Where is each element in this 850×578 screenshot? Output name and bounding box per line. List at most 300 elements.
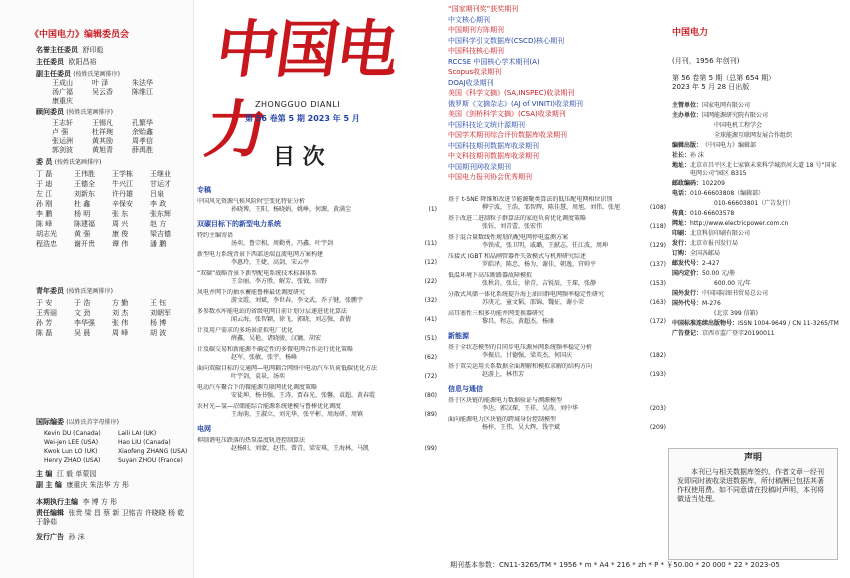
info-label: 广告登记：	[672, 330, 703, 337]
info-label: 国外代号：	[672, 300, 703, 307]
info-value: 010-66603808（编辑部）	[690, 190, 765, 197]
name-item: 刘新东	[74, 190, 95, 198]
name-item: 王志轩	[52, 119, 73, 127]
toc-entry-title: 抑制谐电压跌落的热泵温度轨迹控制算法	[197, 437, 306, 444]
info-row	[672, 310, 840, 318]
intl-names	[44, 430, 190, 465]
toc-entry[interactable]	[197, 198, 437, 214]
toc-entry-title: 中国风光资源气候风险时空变化特征分析	[197, 198, 306, 205]
toc-entry-page: (12)	[424, 259, 437, 266]
toc-entry-title: 风电并网下的抽水蓄能鲁棒最优调度研究	[197, 289, 306, 296]
toc-entry[interactable]	[197, 308, 437, 324]
declaration-text: 本刊已与相关数据库签约，作者文章一经刊发即同时被收录进数据库，所付稿酬已包括其著作权使用费。如不同意请在投稿时声明，本刊将做适当处理。	[677, 468, 824, 503]
toc-entry[interactable]	[448, 234, 666, 250]
name-item: 汤广福	[52, 88, 73, 96]
masthead-pinyin: ZHONGGUO DIANLI	[255, 100, 341, 109]
toc-entry[interactable]	[448, 291, 666, 307]
name-item: 王德全	[74, 180, 95, 188]
section-note: (按姓氏笔画排序)	[66, 288, 113, 295]
section-note: (以姓氏首字母排序)	[66, 419, 119, 426]
name-item: Kevin DU (Canada)	[44, 430, 101, 437]
consultant-heading	[36, 108, 113, 117]
info-sub: (月刊，1956 年创刊)	[672, 57, 740, 65]
index-item: 中国科技论文统计源期刊	[448, 120, 525, 129]
toc-section-heading: 双碳目标下的新型电力系统	[197, 220, 281, 228]
index-item: 中国期刊方阵期刊	[448, 26, 504, 34]
name-item: 黄 强	[74, 230, 91, 238]
name-item: 周 兴	[112, 220, 129, 228]
name-item: Xiaofeng ZHANG (USA)	[118, 448, 188, 455]
contents-panel	[193, 0, 440, 578]
index-item: Scopus收录期刊	[448, 68, 502, 76]
info-value: 中国电机工程学会	[714, 122, 763, 129]
toc-entry-authors: 张秋岩，张岳，徐青，吉锐辰，王琛，张静	[482, 280, 597, 287]
name-item: 张东辉	[150, 210, 171, 218]
index-item: 中文科技期刊数据库收录期刊	[448, 152, 539, 160]
info-label: 编辑出版：	[672, 142, 703, 149]
toc-entry[interactable]	[448, 310, 666, 326]
name-item: Wei-jen LEE (USA)	[44, 439, 99, 446]
info-value: 北京市报刊发行局	[690, 240, 739, 247]
name-item: 孙 刚	[36, 200, 53, 208]
toc-entry-page: (62)	[424, 354, 437, 361]
toc-entry[interactable]	[197, 384, 437, 400]
toc-entry-page: (182)	[649, 352, 666, 359]
index-item: DOAJ收录期刊	[448, 78, 494, 87]
publication-info	[672, 28, 840, 340]
toc-entry-title: “双碳”战略背景下新型配电系统技术标准体系	[197, 270, 318, 277]
toc-entry-title: 特约主编寄语	[197, 232, 234, 239]
toc-entry-authors: 王金丽，李方胜，解芳，张钺，田野	[231, 278, 328, 285]
toc-entry[interactable]	[448, 253, 666, 269]
info-label: 发行：	[672, 240, 691, 247]
name-item: 陈建福	[74, 220, 95, 228]
info-value: 102209	[702, 180, 725, 187]
toc-section-heading: 信息与通信	[448, 385, 483, 393]
toc-entry-title: 基于改进二进制粒子群算法的家庭负荷优化调度策略	[448, 215, 587, 222]
name-item: 吕泉	[150, 190, 164, 198]
name-item: 谭 伟	[112, 240, 129, 248]
name-item: 卢 强	[52, 128, 69, 136]
toc-entry[interactable]	[197, 327, 437, 343]
info-value: 北京市昌平区北七家镇未来科学城滨河大道 18 号“国家电网公司”园区 B315	[690, 162, 837, 177]
index-item: 俄罗斯《文摘杂志》(AJ of VINITI)收录期刊	[448, 99, 584, 108]
toc-entry-page: (80)	[424, 392, 437, 399]
toc-entry-title: 基于混合量数线性规划的配电网停电监测方案	[448, 234, 569, 241]
board-roles	[36, 46, 186, 79]
info-value: 北京科信印刷有限公司	[690, 230, 751, 237]
name-item: 张 东	[112, 210, 129, 218]
toc-entry-page: (99)	[424, 445, 437, 452]
info-row	[672, 280, 840, 288]
name-item: 陈维江	[132, 88, 153, 96]
role-value: 江 毅 单蒙园	[56, 470, 97, 478]
members-names	[36, 170, 188, 249]
toc-entry-authors: 安徒坤，杨书强，王涛，贾春光，张馨，袁超，黄春霞	[231, 392, 376, 399]
toc-entry-title: 计及用户需求的多场景虚拟电厂优化	[197, 327, 294, 334]
info-row	[672, 142, 840, 150]
toc-entry-authors: 叶宇剑，袁泉，汤奕	[231, 373, 286, 380]
toc-entry[interactable]	[197, 251, 437, 267]
name-item: 牛兴江	[112, 180, 133, 188]
role-value: (按姓氏笔画排序)	[73, 71, 120, 78]
name-item: 赵 方	[150, 220, 167, 228]
toc-entry-authors: 李达，郭汉琛，王祥，吴涛，刘中华	[482, 405, 579, 412]
toc-entry-authors: 孙晓博，王阳，杨晓娟，姚峥，何源，黄满尘	[231, 206, 352, 213]
name-item: 黄其励	[92, 137, 113, 145]
name-item: 吴云香	[92, 88, 113, 96]
toc-entry-title: 新型电力系统背景下西部送端直流电网方案构建	[197, 251, 324, 258]
toc-entry-page: (203)	[649, 405, 666, 412]
toc-section-heading: 电网	[197, 425, 211, 433]
toc-entry-page: (193)	[649, 371, 666, 378]
info-label: 网址：	[672, 220, 691, 227]
editorial-board-panel	[0, 0, 194, 578]
info-value: 国网能源研究院有限公司	[702, 112, 769, 119]
intl-heading	[36, 418, 119, 427]
info-heading: 中国电力	[672, 28, 709, 38]
toc-entry-authors: 李惠玲，王婕，高剑，宋云亭	[231, 259, 310, 266]
info-value: M-276	[702, 300, 721, 307]
name-item: 梁吉德	[150, 230, 171, 238]
name-item: 王继业	[150, 170, 171, 178]
toc-entry-authors: 闻云海，张智颖，徐飞，郭晓，刘志强，黄倩	[231, 316, 352, 323]
toc-section-heading: 新能源	[448, 332, 469, 340]
toc-entry-page: (118)	[649, 223, 666, 230]
toc-entry-authors: 李振启，甘德强，梁英杰，何国庆	[482, 352, 573, 359]
info-label: 主办单位：	[672, 112, 703, 119]
toc-entry-page: (32)	[424, 297, 437, 304]
info-label: 邮发代号：	[672, 260, 703, 267]
name-item: 杨 明	[74, 210, 91, 218]
index-item: 中国期刊网收录期刊	[448, 162, 511, 171]
toc-entry[interactable]	[448, 363, 666, 379]
toc-entry[interactable]	[197, 403, 437, 419]
toc-entry-page: (129)	[649, 242, 666, 249]
name-item: 王锡凡	[92, 119, 113, 127]
issue-line: 第 56 卷第 5 期 2023 年 5 月	[245, 114, 360, 123]
toc-entry-title: 分散式风储一体化系统提升海上油田群电网频率稳定性研究	[448, 291, 605, 298]
name-item: 李华强	[74, 319, 95, 327]
info-value: http://www.electricpower.com.cn	[690, 220, 789, 227]
name-item: 郭剑波	[52, 146, 73, 154]
toc-entry-page: (22)	[424, 278, 437, 285]
role-label: 本期执行主编	[36, 498, 78, 506]
toc-entry-title: 农村光—氢—沼储能综合能源系统建模与鲁棒优化调度	[197, 403, 342, 410]
info-value: 600.00 元/年	[714, 280, 751, 287]
toc-section-heading: 专稿	[197, 186, 211, 194]
info-value: 2-427	[702, 260, 720, 267]
info-row	[672, 260, 840, 268]
role-label: 副 主 编	[36, 481, 62, 489]
info-label: 国内定价：	[672, 270, 703, 277]
info-label: 地址：	[672, 162, 691, 169]
name-item: 李 鹏	[36, 210, 53, 218]
info-row	[672, 240, 840, 248]
toc-entry-authors: 张钰，刘青蕾，张宏伟	[482, 223, 543, 230]
info-row	[672, 162, 840, 178]
toc-entry[interactable]	[197, 270, 437, 286]
info-row	[672, 190, 840, 198]
toc-entry-authors: 王海萌，王淑立，刘光华，张平彬，周海研，周镇	[231, 411, 364, 418]
info-value: 全国各邮局	[690, 250, 721, 257]
vice-names	[52, 79, 187, 106]
toc-entry-authors: 赵游上，林伟芳	[482, 371, 525, 378]
info-value: 50.00 元/册	[702, 270, 736, 277]
toc-entry-title: 压接式 IGBT 和晶闸管器件失效模式与机理研究综述	[448, 253, 587, 260]
info-row	[672, 270, 840, 278]
toc-entry-page: (89)	[424, 411, 437, 418]
info-row	[672, 152, 840, 160]
name-item: 余贻鑫	[132, 128, 153, 136]
toc-entry-authors: 柳宁波，王浩，邹智辉，陈佳慧，周旭，刘伟，张旭	[482, 204, 621, 211]
name-item: 谢开贵	[74, 240, 95, 248]
info-value: 国家电网有限公司	[702, 102, 751, 109]
info-label: 邮政编码：	[672, 180, 703, 187]
toc-entry[interactable]	[448, 215, 666, 231]
toc-entry-title: 多参数水库能电站的省级电网日前计划分层递进优化算法	[197, 308, 348, 315]
toc-entry[interactable]	[448, 344, 666, 360]
toc-entry[interactable]	[197, 232, 437, 248]
toc-entry-page: (172)	[649, 318, 666, 325]
toc-entry-authors: 李铁成，张卫明，戚璐，王献志，任江波，周坤	[482, 242, 609, 249]
info-row	[672, 122, 840, 130]
declaration-box	[668, 448, 838, 560]
toc-entry[interactable]	[197, 289, 437, 305]
name-item: 朱法华	[132, 79, 153, 87]
role-label: 名誉主任委员	[36, 46, 78, 54]
members-heading	[36, 158, 101, 167]
toc-entry-authors: 罗皓泽，陈忠，杨为，谢佳，朝逸，官帅平	[482, 261, 597, 268]
name-item: Laili LAI (UK)	[118, 430, 157, 437]
toc-entry-page: (163)	[649, 299, 666, 306]
name-item: 王学栋	[112, 170, 133, 178]
role-value: 孙 沫	[68, 533, 85, 541]
toc-entry[interactable]	[448, 397, 666, 413]
toc-entry-title: 低温环境下高压断路器故障模拟	[448, 272, 533, 279]
name-item: 王成山	[52, 79, 73, 87]
index-item: RCCSE 中国核心学术期刊(A)	[448, 57, 540, 66]
toc-entry[interactable]	[197, 437, 437, 453]
toc-entry[interactable]	[448, 196, 666, 212]
toc-entry[interactable]	[448, 416, 666, 432]
footer-params: 期刊基本参数：CN11-3265/TM * 1956 * m * A4 * 216 * zh * P * ￥50.00 * 20 000 * 22 * 2023-05	[450, 561, 780, 569]
info-label: 主管单位：	[672, 102, 703, 109]
toc-title: 目 次	[273, 144, 325, 170]
section-note: (按姓氏笔画排序)	[66, 109, 113, 116]
name-item: 李 政	[150, 200, 167, 208]
toc-entry-page: (41)	[424, 316, 437, 323]
role-value: 张贵 梁 昌 蔡 新 卫铭吉 许晓晓 杨 乾 于静茹	[36, 509, 185, 526]
name-item: 左 江	[36, 190, 53, 198]
info-value: 010-66603578	[690, 210, 735, 217]
info-value: 010-66603801（广告发行）	[714, 200, 795, 207]
name-item: 甘运才	[150, 180, 171, 188]
toc-right	[448, 196, 666, 435]
name-item: 孔繁华	[132, 119, 153, 127]
youth-names	[36, 299, 188, 338]
name-item: Suyan ZHOU (France)	[118, 457, 183, 464]
name-item: 刘朝军	[150, 309, 171, 317]
toc-entry-title: 面向能源电力区块链的跨域身份控制模型	[448, 416, 557, 423]
name-item: 孙 芳	[36, 319, 53, 327]
toc-entry-authors: 薛鑫，吴艳，诸晓骏，汉镛，胡宏	[231, 335, 322, 342]
index-item: 中国科技核心期刊	[448, 47, 504, 55]
name-item: Hao LIU (Canada)	[118, 439, 171, 446]
name-item: 许丹雄	[112, 190, 133, 198]
role-value: 欧阳昌裕	[68, 58, 97, 66]
info-row	[672, 300, 840, 308]
toc-entry-page: (11)	[424, 240, 437, 247]
index-item: 中国科技期刊数据库收录期刊	[448, 141, 539, 150]
info-date: 2023 年 5 月 28 日出版	[672, 83, 750, 91]
toc-entry[interactable]	[448, 272, 666, 288]
info-value: (北京 399 信箱)	[714, 310, 758, 317]
info-label: 印刷：	[672, 230, 691, 237]
toc-entry-title: 面向双碳目标的交通网—电网耦合网络中电动汽车负荷低碳优化方法	[197, 365, 378, 372]
section-label: 委 员	[36, 158, 53, 166]
name-item: 王 钰	[150, 299, 167, 307]
info-row	[672, 210, 840, 218]
info-value: 孙 沫	[690, 152, 704, 159]
toc-entry-page: (1)	[428, 206, 437, 213]
toc-entry-title: 高耳塞性三相多功能并网变换器研究	[448, 310, 545, 317]
role-value: 康重庆 朱法华 方 彤	[66, 481, 130, 489]
name-item: 陈 峰	[36, 220, 53, 228]
name-item: 杨 博	[150, 319, 167, 327]
name-item: 王伟胜	[74, 170, 95, 178]
index-item: 美国《剑桥科学文摘》(CSA)收录期刊	[448, 110, 566, 118]
info-value: 全球能源互联网发展合作组织	[714, 132, 793, 139]
name-item: 潘 鹏	[150, 240, 167, 248]
name-item: Kwok Lun LO (UK)	[44, 448, 98, 455]
toc-entry[interactable]	[197, 365, 437, 381]
masthead-title: 中国电力	[200, 13, 402, 166]
name-item: 吴 晨	[74, 329, 91, 337]
info-value: 京西市监广登字20190011	[702, 330, 775, 337]
name-item: 于 安	[36, 299, 53, 307]
info-row	[672, 132, 840, 140]
name-item: Henry ZHAO (USA)	[44, 457, 101, 464]
info-label: 电话：	[672, 190, 691, 197]
index-item: 中国电力报刊协会优秀期刊	[448, 173, 532, 181]
name-item: 张运洲	[52, 137, 73, 145]
toc-entry-page: (137)	[649, 261, 666, 268]
name-item: 周 峰	[112, 329, 129, 337]
info-label: 订购：	[672, 250, 691, 257]
name-item: 方 勤	[112, 299, 129, 307]
role-label: 责任编辑	[36, 509, 64, 517]
index-item: “国家期刊奖”获奖期刊	[448, 5, 519, 13]
toc-entry-authors: 黎昌，程志，黄超杰，杨康	[482, 318, 555, 325]
toc-entry-title: 电动汽车聚合下的微能源互联网优化调度策略	[197, 384, 318, 391]
index-list	[448, 4, 668, 183]
name-item: 王秀丽	[36, 309, 57, 317]
toc-entry-page: (72)	[424, 373, 437, 380]
info-row	[672, 290, 840, 298]
toc-entry-title: 基于全状态模型的自同步电压源异网系统频率稳定分析	[448, 344, 593, 351]
toc-entry-authors: 汤奕，鲁宗相，周勤勇，冯鑫，叶宇剑	[231, 240, 334, 247]
info-issue: 第 56 卷第 5 期（总第 654 期）	[672, 74, 776, 82]
info-row	[672, 230, 840, 238]
toc-entry-authors: 赵军，张敏，张宇，杨峰	[231, 354, 298, 361]
board-heading: 《中国电力》编辑委员会	[30, 30, 130, 40]
name-item: 张 伟	[112, 319, 129, 327]
name-item: 陈 磊	[36, 329, 53, 337]
editors-block	[36, 470, 191, 542]
name-item: 薛禹胜	[132, 146, 153, 154]
toc-entry-title: 计及碳交易和新能源不确定性的多微电网合作运行优化策略	[197, 346, 354, 353]
name-item: 刘 杰	[112, 309, 129, 317]
consultant-names	[52, 119, 187, 155]
toc-entry[interactable]	[197, 346, 437, 362]
info-row	[672, 250, 840, 258]
name-item: 辛保安	[112, 200, 133, 208]
info-row	[672, 180, 840, 188]
role-label: 主 编	[36, 470, 53, 478]
role-label: 发行广告	[36, 533, 64, 541]
role-label: 副主任委员	[36, 70, 71, 78]
toc-entry-authors: 苏庚元，童文韬，邵锦，魏征，谢小荣	[482, 299, 585, 306]
toc-entry-title: 基于 t-SNE 降维和改进节能源聚类算法的低压配电网相位识别	[448, 196, 613, 203]
toc-entry-page: (209)	[649, 424, 666, 431]
toc-entry-authors: 赵杨阳，刘蒙，赵伟，曾青，梁安琪，王海林，马凯	[231, 445, 370, 452]
info-value: ISSN 1004-9649 / CN 11-3265/TM	[738, 320, 839, 327]
section-label: 顾问委员	[36, 108, 64, 116]
index-item: 美国《科学文摘》(SA,INSPEC)收录期刊	[448, 89, 575, 97]
toc-left	[197, 180, 437, 456]
name-item: 文 劲	[74, 309, 91, 317]
info-row	[672, 320, 840, 328]
info-value: 《中国电力》编辑部	[702, 142, 757, 149]
role-value: 舒印彪	[82, 46, 104, 54]
info-row	[672, 220, 840, 228]
role-label: 主任委员	[36, 58, 64, 66]
info-label: 传真：	[672, 210, 691, 217]
name-item: 胡 波	[150, 329, 167, 337]
name-item: 康重庆	[52, 97, 73, 105]
info-row	[672, 330, 840, 338]
name-item: 程浩忠	[36, 240, 57, 248]
index-item: 中国科学引文数据库(CSCD)核心期刊	[448, 36, 565, 45]
toc-entry-authors: 杨梓，王伟，吴大辉，钱宇斌	[482, 424, 561, 431]
name-item: 于 浩	[74, 299, 91, 307]
index-item: 中国学术期刊综合评价数据库收录期刊	[448, 131, 567, 139]
info-rows	[672, 102, 840, 338]
name-item: 于 迪	[36, 180, 53, 188]
name-item: 周孝信	[132, 137, 153, 145]
name-item: 杜祥琬	[92, 128, 113, 136]
name-item: 康 俊	[112, 230, 129, 238]
info-row	[672, 200, 840, 208]
name-item: 丁 磊	[36, 170, 53, 178]
youth-heading	[36, 287, 113, 296]
role-value: 李 博 方 彤	[82, 498, 118, 506]
name-item: 杜 鑫	[74, 200, 91, 208]
toc-entry-title: 基于区块链的能源电力数据验证与溯源模型	[448, 397, 563, 404]
section-label: 青年委员	[36, 287, 64, 295]
info-row	[672, 112, 840, 120]
toc-entry-title: 基于双尖运用关系数据全面理解和模拟求解的结构方向	[448, 363, 593, 370]
info-label: 社长：	[672, 152, 691, 159]
name-item: 胡志光	[36, 230, 57, 238]
toc-entry-authors: 游文霞，刘斌，李世春，李文武，乔子键，张鹏宇	[231, 297, 364, 304]
name-item: 黄旭青	[92, 146, 113, 154]
section-label: 国际编委	[36, 418, 64, 426]
index-item: 中文核心期刊	[448, 15, 490, 24]
toc-entry-page: (108)	[649, 204, 666, 211]
declaration-title: 声明	[743, 453, 762, 463]
